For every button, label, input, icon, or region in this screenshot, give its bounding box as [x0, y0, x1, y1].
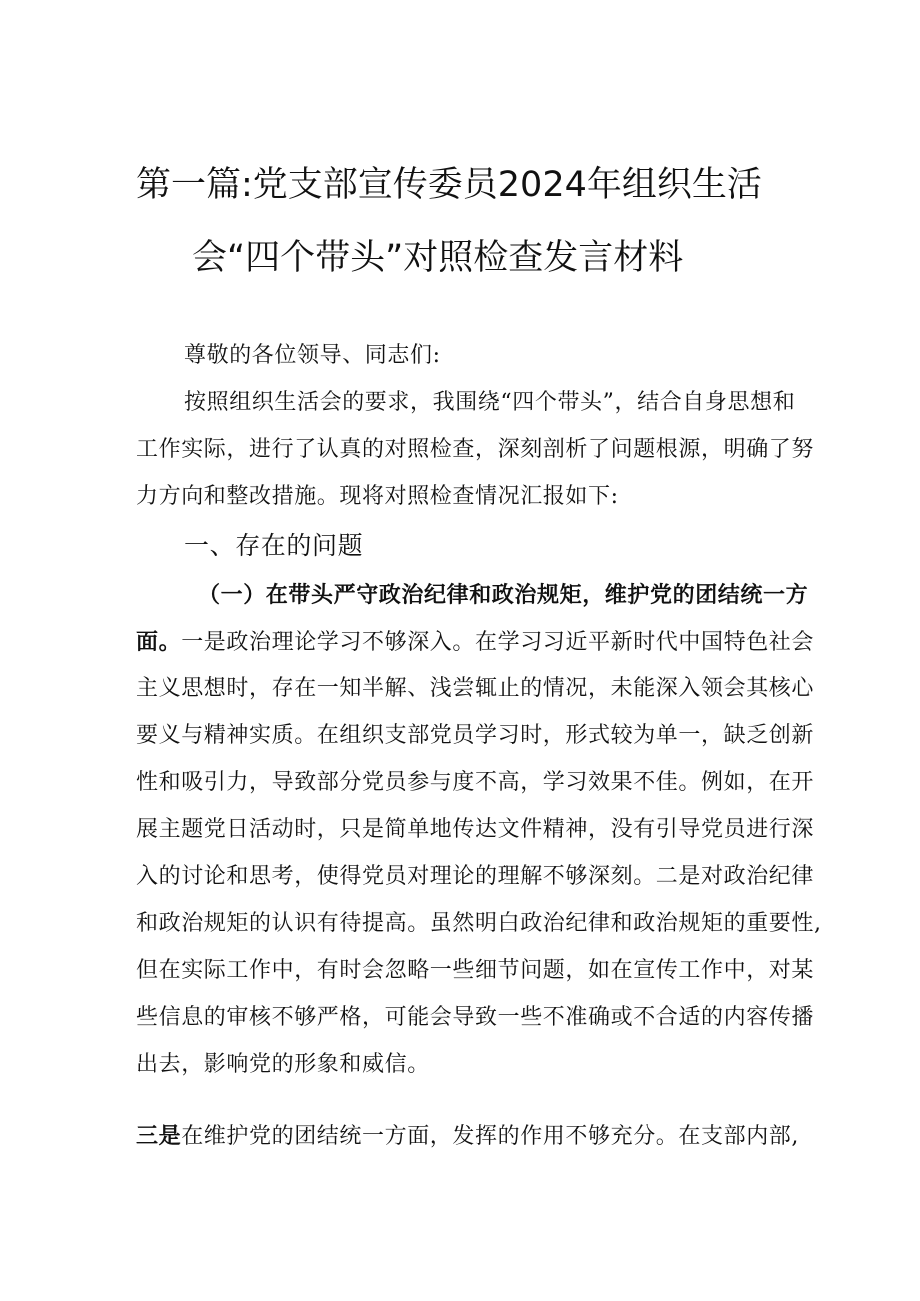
third-point-line [136, 1117, 799, 1155]
intro-line-2: 工作实际，进行了认真的对照检查，深刻剖析了问题根源，明确了努 [136, 437, 815, 462]
body-line-4: 展主题党日活动时，只是简单地传达文件精神，没有引导党员进行深 [136, 817, 815, 842]
body-line-7: 但在实际工作中，有时会忽略一些细节问题，如在宣传工作中，对某 [136, 958, 815, 983]
document-title-line-1: 第一篇:党支部宣传委员2024年组织生活 [136, 165, 762, 205]
intro-line-1: 按照组织生活会的要求，我围绕“四个带头”，结合自身思想和 [184, 390, 796, 415]
body-line-9: 出去，影响党的形象和威信。 [136, 1052, 430, 1077]
salutation: 尊敬的各位领导、同志们: [184, 343, 441, 368]
subsection-heading-line-1: （一）在带头严守政治纪律和政治规矩，维护党的团结统一方 [198, 582, 809, 608]
body-line-3: 性和吸引力，导致部分党员参与度不高，学习效果不佳。例如，在开 [136, 770, 815, 795]
body-line-5: 入的讨论和思考，使得党员对理论的理解不够深刻。二是对政治纪律 [136, 864, 815, 889]
body-line-8: 些信息的审核不够严格，可能会导致一些不准确或不合适的内容传播 [136, 1005, 815, 1030]
body-line-1: 主义思想时，存在一知半解、浅尝辄止的情况，未能深入领会其核心 [136, 676, 815, 701]
first-point-start: 一是政治理论学习不够深入。在学习习近平新时代中国特色社会 [181, 630, 815, 655]
subsection-line-2 [136, 623, 815, 661]
body-line-2: 要义与精神实质。在组织支部党员学习时，形式较为单一，缺乏创新 [136, 723, 815, 748]
body-line-6: 和政治规矩的认识有待提高。虽然明白政治纪律和政治规矩的重要性, [136, 911, 822, 936]
third-point-text: 在维护党的团结统一方面，发挥的作用不够充分。在支部内部, [181, 1124, 799, 1149]
document-title-line-2: 会“四个带头”对照检查发言材料 [192, 238, 684, 278]
third-point-label: 三是 [136, 1123, 182, 1149]
section-heading: 一、存在的问题 [184, 531, 364, 560]
intro-line-3: 力方向和整改措施。现将对照检查情况汇报如下: [136, 484, 619, 509]
subsection-heading-end: 面。 [136, 629, 182, 655]
